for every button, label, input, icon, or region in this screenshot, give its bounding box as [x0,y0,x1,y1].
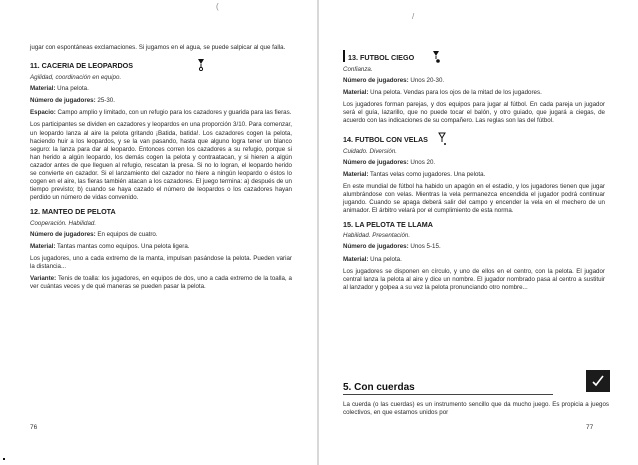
left-page [0,0,316,465]
game-11-space: Espacio: Campo amplio y limitado, con un refugio para los cazadores y guarida para las fieras. [30,109,292,117]
game-12-body: Los jugadores, uno a cada extremo de la manta, impulsan pasándose la pelota. Pueden variar la distancia... [30,254,292,270]
game-12-title: 12. MANTEO DE PELOTA [30,207,116,217]
game-12-material: Material: Tantas mantas como equipos. Una pelota ligera. [30,242,190,250]
section-icon-box [586,370,610,392]
game-13-title: 13. FUTBOL CIEGO [343,50,605,63]
leopard-game-icon [197,58,205,71]
game-12-variant: Variante: Tenis de toalla: los jugadores, en equipos de dos, uno a cada extremo de la toalla, a ver cuántas veces y de qué maneras se pueden pasar la pelota. [30,274,292,291]
game-15-material: Material: Una pelota. [343,255,402,263]
game-13-material: Material: Una pelota. Vendas para los ojos de la mitad de los jugadores. [343,89,542,97]
chapter-bar [343,50,345,62]
blind-football-icon [432,50,440,63]
game-11-title: 11. CACERIA DE LEOPARDOS [30,58,292,71]
game-11-players: Número de jugadores: 25-30. [30,97,115,105]
checkmark-icon [586,370,610,392]
game-15-subtitle: Habilidad. Presentación. [343,232,411,240]
game-14-players: Número de jugadores: Unos 20. [343,158,436,166]
game-12-players: Número de jugadores: En equipos de cuatro. [30,230,158,238]
page-number-left: 76 [30,424,38,431]
game-11-body: Los participantes se dividen en cazadores y leopardos en una proporción 3/10. Para comenzar, un leopardo lanza al aire la pelota gritando ¡Batida, batida!. Los cazadores cogen la pelota, haciendo huir a los leopardos, y se la van pasando, hasta que alguno logra tener un blanco seguro: la lanza para dar al leopardo. Entonces corren los cazadores a su refugio, porque si han herido a algún leopardo, los demás cogen la pelota y contraatacan, y si hieren a algún cazador antes de que lleguen al refugio, rescatan la presa. Si no lo logran, el leopardo herido se convierte en cazador. Si el lanzamiento del cazador no hiere a ningún leopardo o éstos lo cogen en el aire, las fieras también atacan a los cazadores. El juego termina: a) después de un tiempo previsto; b) cuando se haya cazado el número de leopardos o los cazadores hayan perdido un número de vidas convenido. [30,121,292,202]
margin-mark: / [412,12,415,21]
game-14-subtitle: Cuidado. Diversión. [343,147,397,155]
game-13-players: Número de jugadores: Unos 20-30. [343,77,445,85]
book-spine [317,0,319,465]
section-ropes [343,382,609,417]
game-13-subtitle: Confianza. [343,66,373,73]
margin-mark: ( [216,2,219,11]
section-title: 5. Con cuerdas [343,382,553,395]
right-page [320,0,638,465]
scan-dot [3,458,5,460]
game-14-body: En este mundial de fútbol ha habido un apagón en el estadio, y los jugadores tienen que jugar alumbrándose con velas. Mientras la vela permanezca encendida el jugador podrá continuar jugando. Cuando se apaga deberá salir del campo y encender la vela en el mechero de un animador. El árbitro velará por el cumplimiento de esta norma. [343,182,605,215]
page-number-right: 77 [586,424,594,431]
left-column [30,44,292,295]
game-13-body: Los jugadores forman parejas, y dos equipos para jugar al fútbol. En cada pareja un jugador será el guía, lazarillo, que no puede tocar el balón, y otro guiado, que jugará a ciegas, de acuerdo con las indicaciones de su compañero. Las reglas son las del fútbol. [343,101,605,125]
game-14-material: Material: Tantas velas como jugadores. Una pelota. [343,170,486,178]
game-12-subtitle: Cooperación. Habilidad. [30,219,97,227]
game-15-players: Número de jugadores: Unos 5-15. [343,243,441,251]
section-text: La cuerda (o las cuerdas) es un instrumento sencillo que da mucho juego. Es propicia a juegos colectivos, en que estamos unidos por [343,401,609,417]
candle-icon [438,132,446,145]
intro-paragraph: jugar con espontáneas exclamaciones. Si jugamos en el agua, se puede salpicar al que falla. [30,44,286,51]
game-15-title: 15. LA PELOTA TE LLAMA [343,220,433,230]
game-15-body: Los jugadores se disponen en círculo, y uno de ellos en el centro, con la pelota. El jugador central lanza la pelota al aire y dice un nombre. El jugador nombrado pasa al centro a sustituir al lanzador y golpea a su vez la pelota pronunciando otro nombre... [343,267,605,291]
game-14-title: 14. FUTBOL CON VELAS [343,132,605,145]
game-11-material: Material: Una pelota. [30,85,89,93]
game-11-subtitle: Agilidad, coordinación en equipo. [30,74,122,82]
right-column [343,50,605,296]
